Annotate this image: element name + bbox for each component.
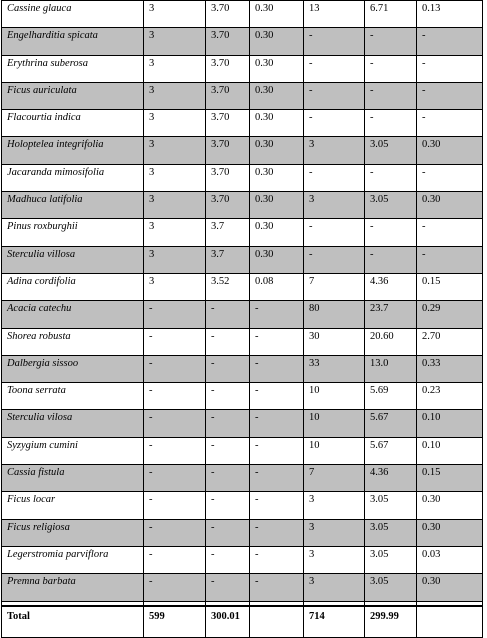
table-row [2, 437, 483, 464]
value-cell-c3: - [250, 465, 304, 492]
total-c4: 714 [304, 606, 365, 638]
value-cell-c5: 3.05 [365, 192, 417, 219]
value-cell-c5: 3.05 [365, 574, 417, 601]
value-cell-c5: 3.05 [365, 137, 417, 164]
value-cell-c4: 3 [304, 192, 365, 219]
value-cell-c4: 3 [304, 137, 365, 164]
value-cell-c3: - [250, 519, 304, 546]
value-cell-c2: 3.70 [206, 164, 250, 191]
value-cell-c5: 4.36 [365, 465, 417, 492]
species-name-cell: Acacia catechu [2, 301, 144, 328]
value-cell-c2: - [206, 465, 250, 492]
value-cell-c3: 0.08 [250, 273, 304, 300]
table-row [2, 82, 483, 109]
value-cell-c6: - [417, 219, 483, 246]
value-cell-c4: 30 [304, 328, 365, 355]
value-cell-c1: 3 [144, 246, 206, 273]
value-cell-c3: - [250, 328, 304, 355]
species-name-cell: Sterculia villosa [2, 246, 144, 273]
value-cell-c5: - [365, 110, 417, 137]
value-cell-c2: 3.70 [206, 1, 250, 28]
value-cell-c2: 3.70 [206, 28, 250, 55]
value-cell-c1: 3 [144, 137, 206, 164]
value-cell-c6: - [417, 55, 483, 82]
value-cell-c1: 3 [144, 219, 206, 246]
value-cell-c6: 0.03 [417, 546, 483, 573]
value-cell-c3: - [250, 492, 304, 519]
value-cell-c4: 80 [304, 301, 365, 328]
value-cell-c4: - [304, 55, 365, 82]
value-cell-c5: 23.7 [365, 301, 417, 328]
value-cell-c5: - [365, 164, 417, 191]
value-cell-c2: 3.70 [206, 55, 250, 82]
value-cell-c6: - [417, 82, 483, 109]
table-row [2, 1, 483, 28]
value-cell-c6: 0.15 [417, 273, 483, 300]
total-label: Total [2, 606, 144, 638]
species-name-cell: Shorea robusta [2, 328, 144, 355]
table-row [2, 192, 483, 219]
table-row [2, 465, 483, 492]
value-cell-c1: - [144, 519, 206, 546]
table-row [2, 574, 483, 601]
species-name-cell: Ficus religiosa [2, 519, 144, 546]
value-cell-c6: 0.13 [417, 1, 483, 28]
value-cell-c6: - [417, 164, 483, 191]
value-cell-c2: - [206, 410, 250, 437]
species-name-cell: Ficus auriculata [2, 82, 144, 109]
species-name-cell: Sterculia vilosa [2, 410, 144, 437]
table-row [2, 410, 483, 437]
value-cell-c2: - [206, 328, 250, 355]
value-cell-c3: - [250, 383, 304, 410]
table-row [2, 273, 483, 300]
species-name-cell: Pinus roxburghii [2, 219, 144, 246]
value-cell-c2: - [206, 574, 250, 601]
table-row [2, 519, 483, 546]
table-row [2, 28, 483, 55]
value-cell-c4: 10 [304, 410, 365, 437]
table-row [2, 492, 483, 519]
value-cell-c1: - [144, 355, 206, 382]
value-cell-c4: - [304, 28, 365, 55]
species-name-cell: Toona serrata [2, 383, 144, 410]
value-cell-c6: 0.30 [417, 519, 483, 546]
value-cell-c4: 3 [304, 546, 365, 573]
species-name-cell: Jacaranda mimosifolia [2, 164, 144, 191]
value-cell-c6: 0.33 [417, 355, 483, 382]
value-cell-c3: 0.30 [250, 219, 304, 246]
value-cell-c5: - [365, 219, 417, 246]
value-cell-c3: 0.30 [250, 164, 304, 191]
table-row [2, 137, 483, 164]
total-c6 [417, 606, 483, 638]
table-row [2, 383, 483, 410]
total-c1: 599 [144, 606, 206, 638]
value-cell-c1: - [144, 328, 206, 355]
table-row [2, 301, 483, 328]
value-cell-c1: 3 [144, 1, 206, 28]
value-cell-c1: - [144, 546, 206, 573]
value-cell-c3: 0.30 [250, 82, 304, 109]
table-footer [2, 601, 483, 637]
value-cell-c4: - [304, 110, 365, 137]
value-cell-c1: 3 [144, 28, 206, 55]
table-row [2, 355, 483, 382]
value-cell-c6: 0.23 [417, 383, 483, 410]
value-cell-c6: 0.29 [417, 301, 483, 328]
value-cell-c6: - [417, 28, 483, 55]
value-cell-c1: 3 [144, 110, 206, 137]
value-cell-c1: - [144, 574, 206, 601]
value-cell-c2: - [206, 437, 250, 464]
value-cell-c1: - [144, 465, 206, 492]
total-c2: 300.01 [206, 606, 250, 638]
value-cell-c2: 3.70 [206, 110, 250, 137]
species-name-cell: Legerstromia parviflora [2, 546, 144, 573]
value-cell-c1: 3 [144, 273, 206, 300]
value-cell-c3: - [250, 355, 304, 382]
value-cell-c2: - [206, 301, 250, 328]
value-cell-c2: - [206, 383, 250, 410]
species-name-cell: Erythrina suberosa [2, 55, 144, 82]
value-cell-c6: 0.30 [417, 192, 483, 219]
value-cell-c4: 7 [304, 273, 365, 300]
value-cell-c4: 10 [304, 437, 365, 464]
table-row [2, 219, 483, 246]
table-row [2, 110, 483, 137]
value-cell-c1: 3 [144, 55, 206, 82]
value-cell-c1: 3 [144, 164, 206, 191]
table-body [2, 1, 483, 602]
value-cell-c2: 3.70 [206, 192, 250, 219]
species-name-cell: Flacourtia indica [2, 110, 144, 137]
value-cell-c3: 0.30 [250, 110, 304, 137]
value-cell-c2: - [206, 355, 250, 382]
value-cell-c4: - [304, 246, 365, 273]
value-cell-c4: 10 [304, 383, 365, 410]
total-row [2, 606, 483, 638]
species-name-cell: Holoptelea integrifolia [2, 137, 144, 164]
value-cell-c4: 13 [304, 1, 365, 28]
value-cell-c5: - [365, 28, 417, 55]
value-cell-c5: - [365, 246, 417, 273]
value-cell-c4: 3 [304, 492, 365, 519]
species-name-cell: Engelharditia spicata [2, 28, 144, 55]
value-cell-c4: 3 [304, 519, 365, 546]
value-cell-c6: 0.30 [417, 492, 483, 519]
value-cell-c5: 5.67 [365, 437, 417, 464]
value-cell-c6: - [417, 246, 483, 273]
value-cell-c3: - [250, 546, 304, 573]
value-cell-c5: 5.69 [365, 383, 417, 410]
table-row [2, 328, 483, 355]
value-cell-c3: - [250, 301, 304, 328]
total-c3 [250, 606, 304, 638]
value-cell-c5: 3.05 [365, 546, 417, 573]
value-cell-c1: 3 [144, 82, 206, 109]
value-cell-c5: - [365, 82, 417, 109]
species-name-cell: Cassia fistula [2, 465, 144, 492]
value-cell-c2: 3.7 [206, 219, 250, 246]
value-cell-c2: - [206, 546, 250, 573]
value-cell-c6: 0.10 [417, 410, 483, 437]
value-cell-c2: - [206, 519, 250, 546]
species-name-cell: Dalbergia sissoo [2, 355, 144, 382]
species-name-cell: Adina cordifolia [2, 273, 144, 300]
value-cell-c1: - [144, 383, 206, 410]
species-name-cell: Premna barbata [2, 574, 144, 601]
species-name-cell: Madhuca latifolia [2, 192, 144, 219]
value-cell-c3: 0.30 [250, 246, 304, 273]
value-cell-c5: - [365, 55, 417, 82]
value-cell-c2: 3.7 [206, 246, 250, 273]
table-row [2, 246, 483, 273]
species-name-cell: Ficus locar [2, 492, 144, 519]
value-cell-c5: 3.05 [365, 519, 417, 546]
value-cell-c6: 0.30 [417, 574, 483, 601]
value-cell-c2: 3.70 [206, 137, 250, 164]
value-cell-c6: 0.30 [417, 137, 483, 164]
value-cell-c4: - [304, 164, 365, 191]
species-data-table [1, 0, 483, 638]
value-cell-c2: - [206, 492, 250, 519]
species-name-cell: Cassine glauca [2, 1, 144, 28]
value-cell-c1: - [144, 492, 206, 519]
value-cell-c4: 33 [304, 355, 365, 382]
value-cell-c6: 0.10 [417, 437, 483, 464]
value-cell-c1: - [144, 437, 206, 464]
value-cell-c3: - [250, 574, 304, 601]
value-cell-c1: - [144, 301, 206, 328]
value-cell-c5: 20.60 [365, 328, 417, 355]
value-cell-c3: 0.30 [250, 55, 304, 82]
value-cell-c1: - [144, 410, 206, 437]
table-row [2, 55, 483, 82]
species-name-cell: Syzygium cumini [2, 437, 144, 464]
value-cell-c6: 2.70 [417, 328, 483, 355]
value-cell-c4: 7 [304, 465, 365, 492]
value-cell-c4: - [304, 219, 365, 246]
value-cell-c2: 3.70 [206, 82, 250, 109]
value-cell-c6: - [417, 110, 483, 137]
value-cell-c4: - [304, 82, 365, 109]
value-cell-c3: 0.30 [250, 192, 304, 219]
total-c5: 299.99 [365, 606, 417, 638]
value-cell-c3: - [250, 437, 304, 464]
value-cell-c6: 0.15 [417, 465, 483, 492]
value-cell-c5: 6.71 [365, 1, 417, 28]
table-row [2, 164, 483, 191]
value-cell-c5: 5.67 [365, 410, 417, 437]
value-cell-c4: 3 [304, 574, 365, 601]
value-cell-c5: 13.0 [365, 355, 417, 382]
value-cell-c3: 0.30 [250, 1, 304, 28]
value-cell-c3: 0.30 [250, 137, 304, 164]
value-cell-c1: 3 [144, 192, 206, 219]
table-row [2, 546, 483, 573]
value-cell-c5: 3.05 [365, 492, 417, 519]
value-cell-c3: - [250, 410, 304, 437]
value-cell-c2: 3.52 [206, 273, 250, 300]
value-cell-c3: 0.30 [250, 28, 304, 55]
value-cell-c5: 4.36 [365, 273, 417, 300]
